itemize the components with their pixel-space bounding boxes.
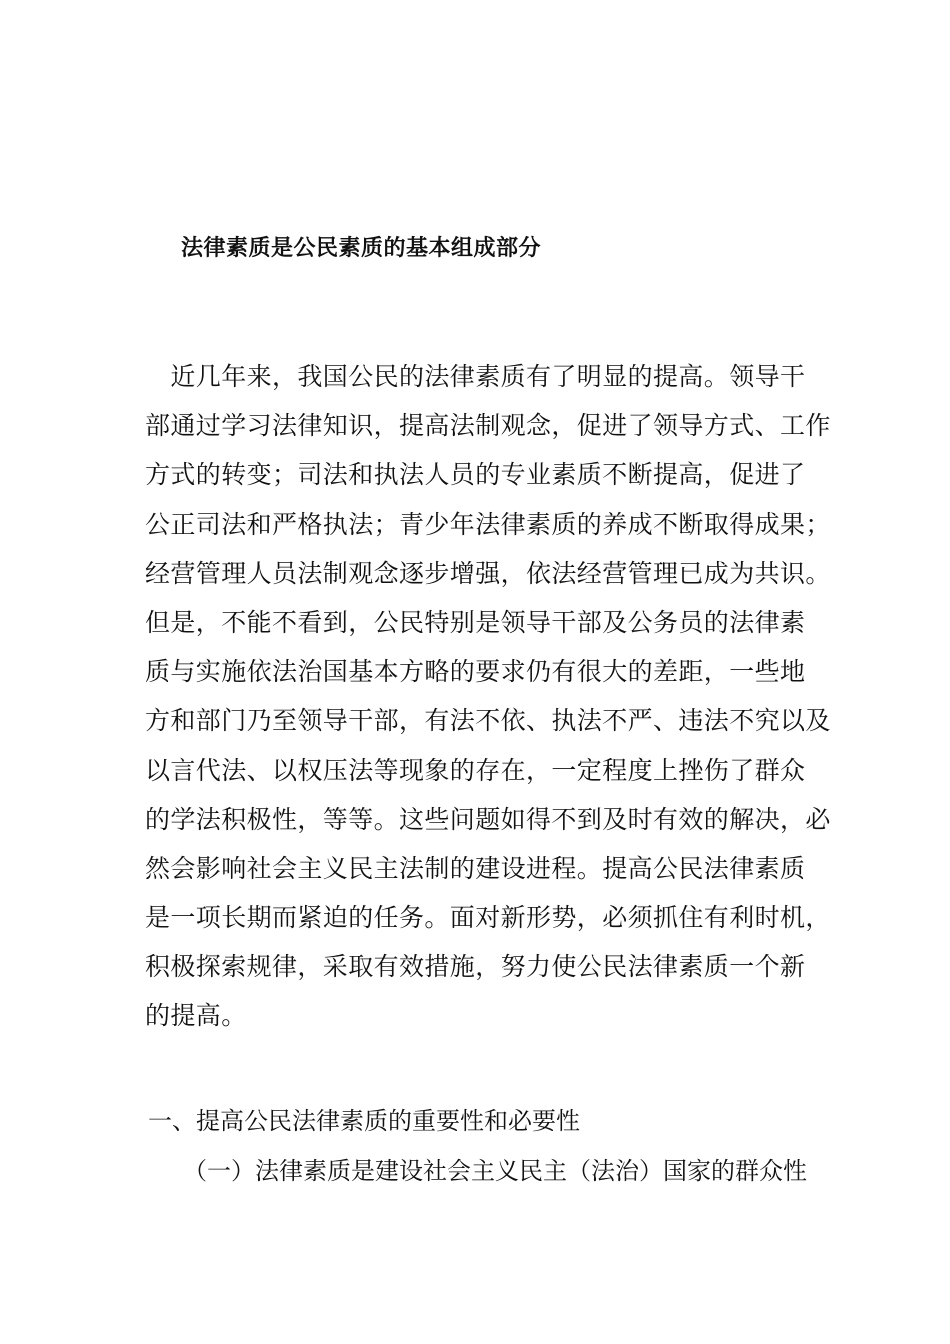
paragraph-line: 的学法积极性，等等。这些问题如得不到及时有效的解决，必: [145, 804, 831, 834]
paragraph-line: 公正司法和严格执法；青少年法律素质的养成不断取得成果；: [145, 509, 831, 539]
paragraph-line: 的提高。: [145, 1001, 247, 1031]
paragraph-line: 以言代法、以权压法等现象的存在，一定程度上挫伤了群众: [145, 755, 806, 785]
document-title: 法律素质是公民素质的基本组成部分: [181, 236, 542, 261]
paragraph-line: 方式的转变；司法和执法人员的专业素质不断提高，促进了: [145, 460, 806, 490]
body-paragraph: [145, 358, 831, 1047]
paragraph-line: 部通过学习法律知识，提高法制观念，促进了领导方式、工作: [145, 411, 831, 441]
paragraph-line: 经营管理人员法制观念逐步增强，依法经营管理已成为共识。: [145, 558, 831, 588]
paragraph-line: 质与实施依法治国基本方略的要求仍有很大的差距，一些地: [145, 657, 806, 687]
paragraph-line: 是一项长期而紧迫的任务。面对新形势，必须抓住有利时机，: [145, 903, 831, 933]
paragraph-line: 但是，不能不看到，公民特别是领导干部及公务员的法律素: [145, 607, 806, 637]
paragraph-line: 然会影响社会主义民主法制的建设进程。提高公民法律素质: [145, 853, 806, 883]
section-heading: 一、提高公民法律素质的重要性和必要性: [148, 1107, 580, 1135]
subsection-heading: （一）法律素质是建设社会主义民主（法治）国家的群众性: [183, 1157, 807, 1185]
paragraph-line: 积极探索规律，采取有效措施，努力使公民法律素质一个新: [145, 952, 806, 982]
paragraph-line: 近几年来，我国公民的法律素质有了明显的提高。领导干: [145, 362, 806, 391]
paragraph-line: 方和部门乃至领导干部，有法不依、执法不严、违法不究以及: [145, 706, 831, 736]
